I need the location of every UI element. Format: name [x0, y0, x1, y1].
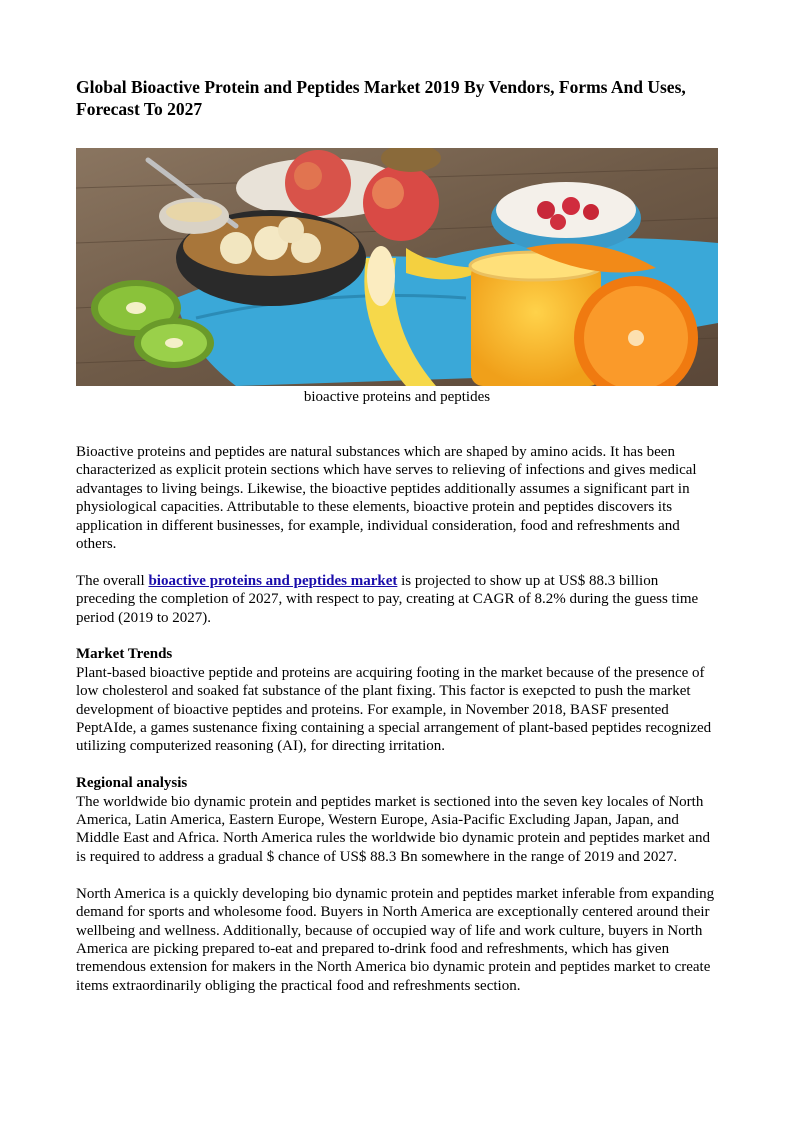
market-size-text-after: is projected to show up at US$ 88.3 billion preceding the completion of 2027, with respect to pay, creating at CAGR of 8.2% during the guess time period (2019 to 2027). [76, 572, 699, 626]
north-america-paragraph: North America is a quickly developing bio dynamic protein and peptides market inferable from expanding demand for sports and wholesome food. Buyers in North America are exceptionally centered around their wellbeing and wellness. Additionally, because of occupied way of life and work culture, buyers in North America are picking prepared to-eat and prepared to-drink food and refreshments, which has given tremendous extension for makers in the North America bio dynamic protein and peptides market to create items extraordinarily obliging the practical food and refreshments section. [76, 885, 715, 994]
market-trends-heading: Market Trends [76, 646, 173, 663]
market-trends-section [76, 645, 718, 755]
market-report-link[interactable]: bioactive proteins and peptides market [148, 572, 398, 589]
market-size-text-before: The overall [76, 572, 149, 589]
food-photo [76, 148, 718, 386]
regional-analysis-text: The worldwide bio dynamic protein and peptides market is sectioned into the seven key locales of North America, Latin America, Eastern Europe, Western Europe, Asia-Pacific Excluding Japan, Japan, and Middle East and Africa. North America rules the worldwide bio dynamic protein and peptides market and is required to address a gradual $ chance of US$ 88.3 Bn somewhere in the range of 2019 and 2027. [76, 793, 710, 865]
page-title: Global Bioactive Protein and Peptides Market 2019 By Vendors, Forms And Uses, Forecast To 2027 [76, 77, 686, 119]
market-size-paragraph [76, 572, 718, 627]
market-trends-text: Plant-based bioactive peptide and proteins are acquiring footing in the market because of the presence of low cholesterol and soaked fat substance of the plant fixing. This factor is exepcted to push the market development of bioactive peptides and proteins. For example, in November 2018, BASF presented PeptAIde, a games sustenance fixing containing a special arrangement of plant-based peptides recognized utilizing computerized reasoning (AI), for directing irritation. [76, 664, 712, 755]
article-body [76, 443, 718, 1014]
regional-analysis-heading: Regional analysis [76, 775, 188, 792]
intro-paragraph: Bioactive proteins and peptides are natural substances which are shaped by amino acids. It has been characterized as explicit protein sections which have serves to relieving of infections and gives medical advantages to living beings. Likewise, the bioactive peptides additionally assumes a significant part in physiological capacities. Attributable to these elements, bioactive protein and peptides discovers its application in different businesses, for example, individual consideration, food and refreshments and others. [76, 444, 697, 553]
image-caption: bioactive proteins and peptides [303, 389, 491, 405]
regional-analysis-section [76, 774, 718, 866]
